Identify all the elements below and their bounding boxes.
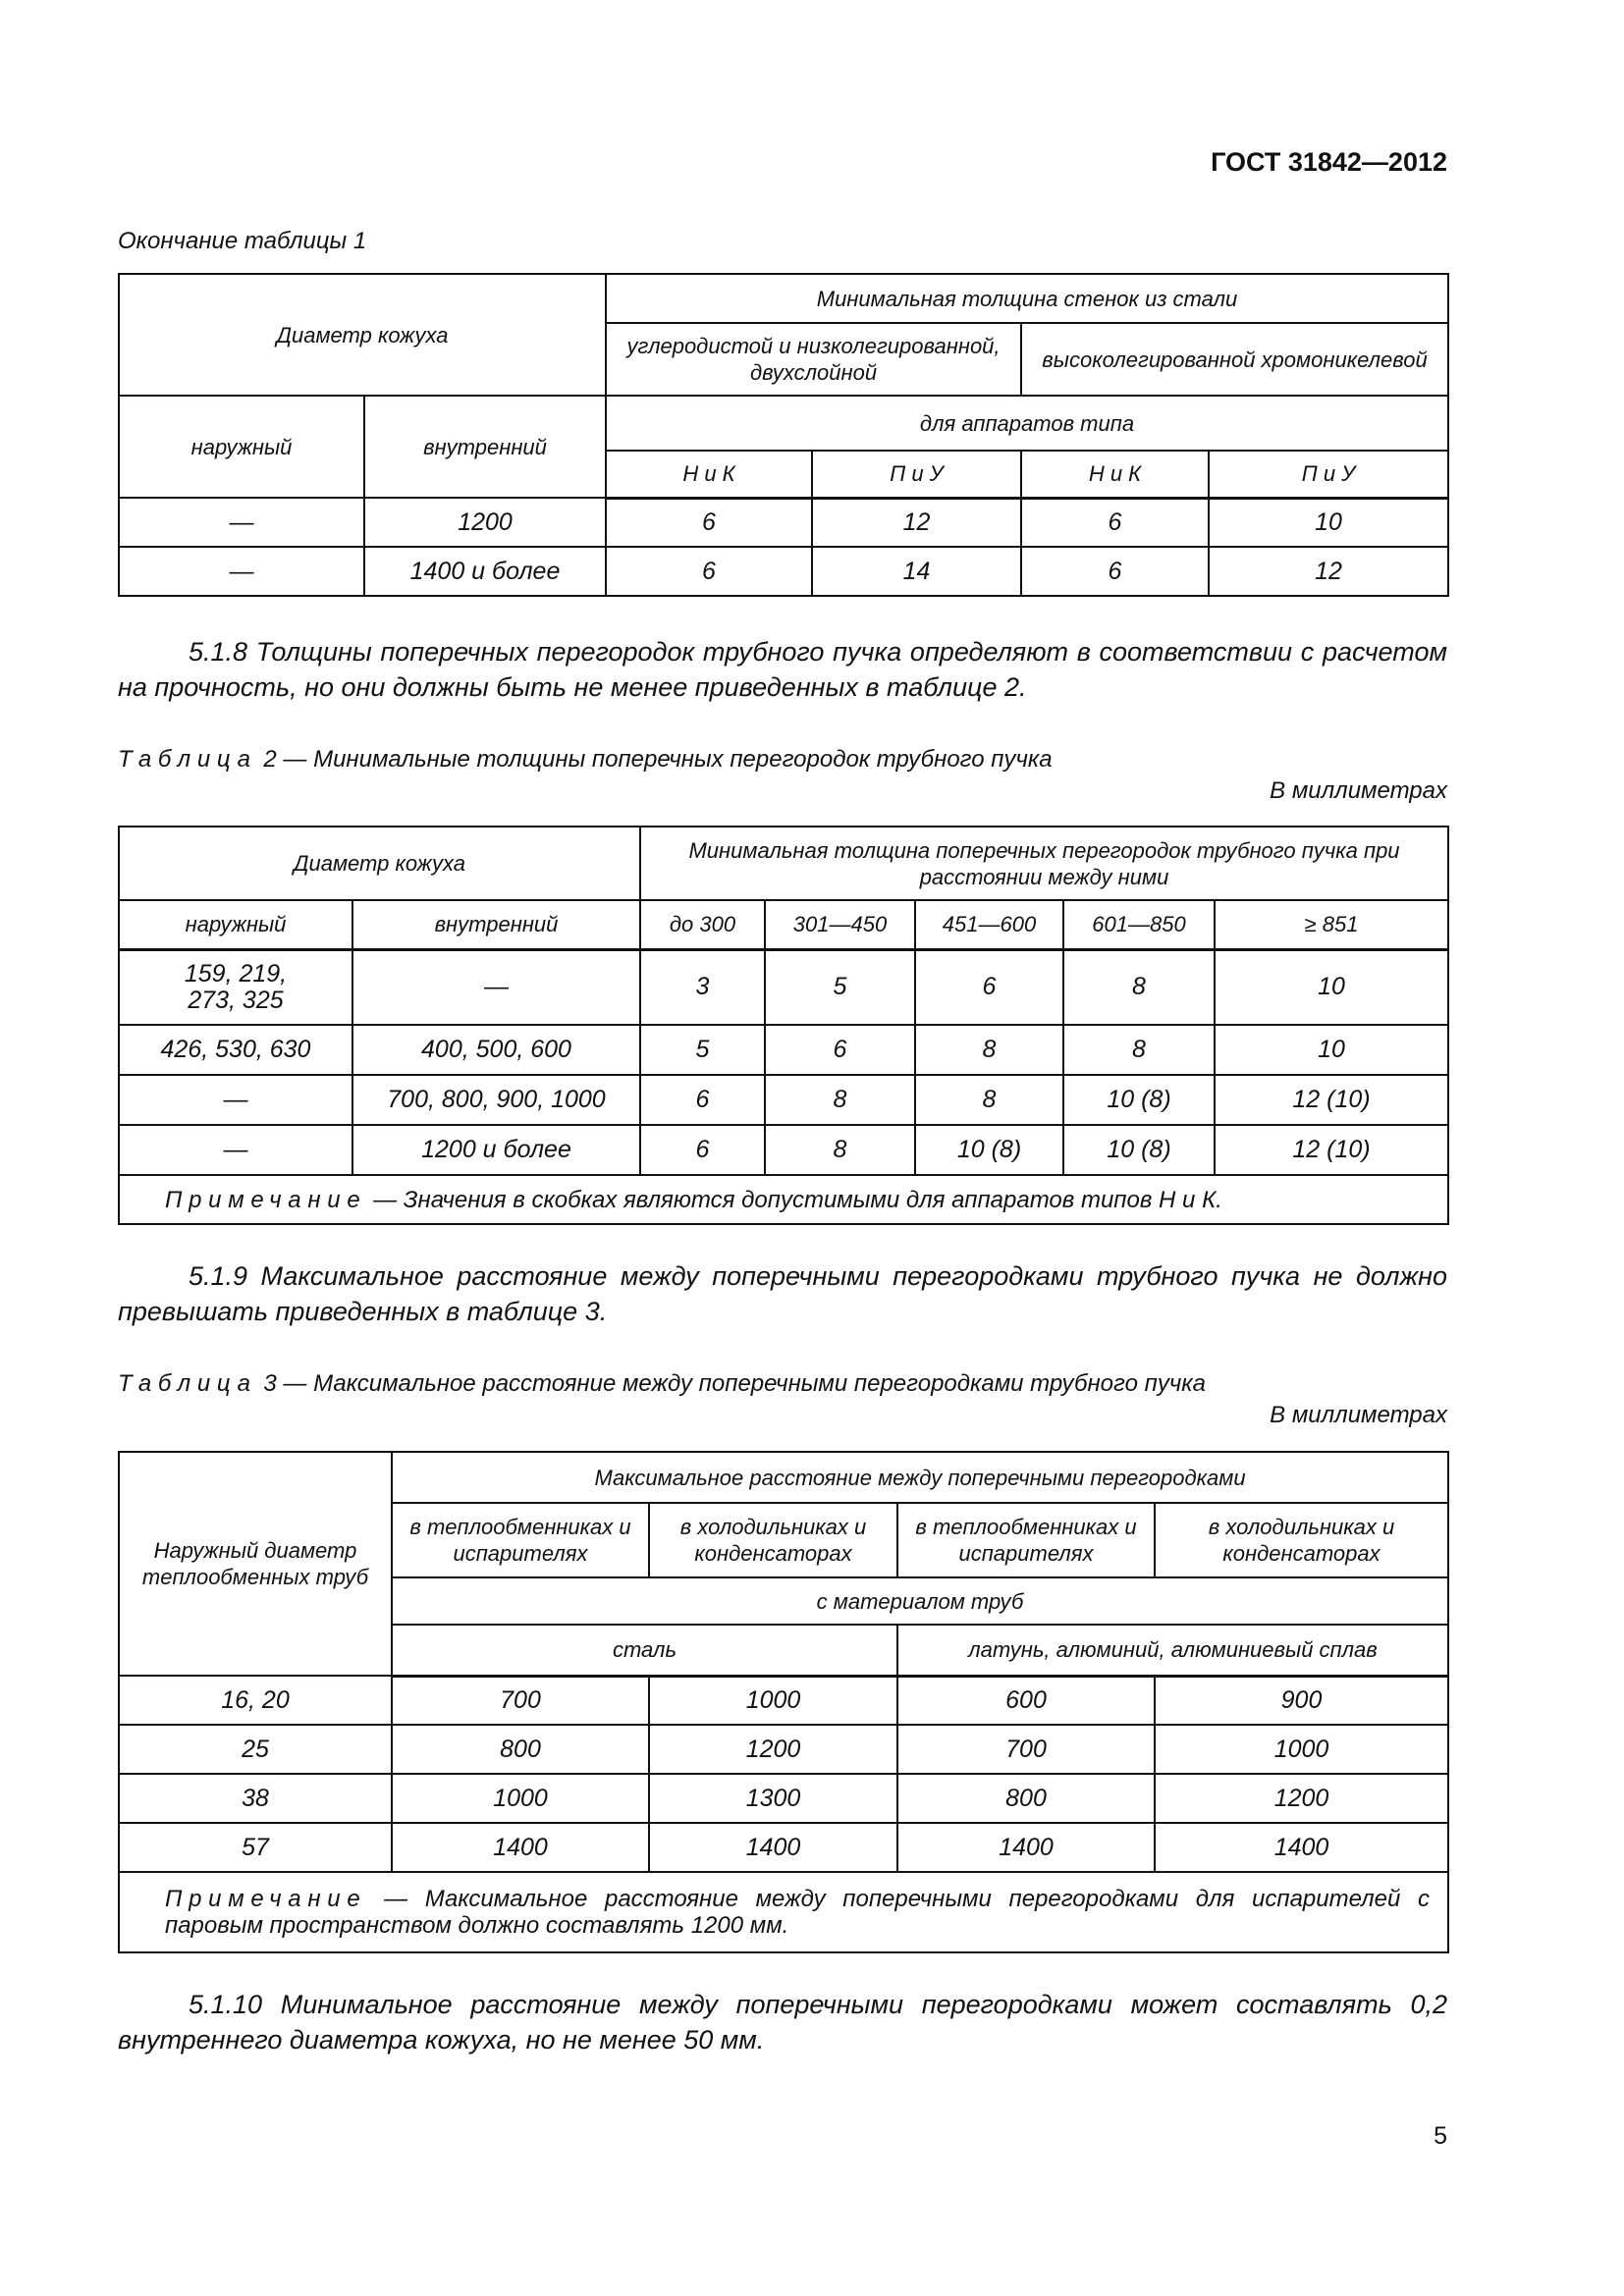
table-cell: 6 xyxy=(765,1025,915,1075)
table-row xyxy=(119,1025,1448,1075)
table-cell: 12 xyxy=(812,498,1021,547)
table2-units: В миллиметрах xyxy=(1270,777,1447,804)
table-row xyxy=(119,949,1448,1025)
table-cell: 8 xyxy=(765,1075,915,1125)
table-cell: 38 xyxy=(119,1774,392,1823)
table3-header-steel: сталь xyxy=(392,1625,897,1676)
table-cell: 1000 xyxy=(392,1774,649,1823)
table2-range-header: ≥ 851 xyxy=(1215,900,1448,949)
table-cell: 700, 800, 900, 1000 xyxy=(352,1075,640,1125)
table1-header-shell-diameter: Диаметр кожуха xyxy=(119,274,606,396)
table2-range-header: 601—850 xyxy=(1063,900,1215,949)
table-cell: 6 xyxy=(915,949,1063,1025)
table2-range-header: 451—600 xyxy=(915,900,1063,949)
table-cell: 1400 xyxy=(1155,1823,1448,1872)
table-cell: 6 xyxy=(640,1125,765,1175)
table-cell: 900 xyxy=(1155,1676,1448,1725)
table-cell: 8 xyxy=(765,1125,915,1175)
table-row xyxy=(119,498,1448,547)
table-cell: 1200 xyxy=(364,498,606,547)
table-cell: 1000 xyxy=(1155,1725,1448,1774)
table-cell: 1400 xyxy=(649,1823,897,1872)
table3-column-header: в теплообменниках и испарителях xyxy=(897,1503,1155,1577)
table3-caption: Таблица 3 — Максимальное расстояние между поперечными перегородками трубного пучка xyxy=(118,1370,1206,1397)
table-cell: 700 xyxy=(392,1676,649,1725)
table3-note: Примечание — Максимальное расстояние между поперечными перегородками для испарителей с паровым пространством должно составлять 1200 мм. xyxy=(119,1872,1448,1952)
table-cell: 10 (8) xyxy=(1063,1075,1215,1125)
table-cell: 1300 xyxy=(649,1774,897,1823)
table-cell: 16, 20 xyxy=(119,1676,392,1725)
table-cell: 10 xyxy=(1215,949,1448,1025)
table-cell: 6 xyxy=(606,547,812,596)
table1-type-header: П и У xyxy=(1209,451,1448,498)
paragraph-5-1-10: 5.1.10 Минимальное расстояние между поперечными перегородками может составлять 0,2 внутреннего диаметра кожуха, но не менее 50 мм. xyxy=(118,1990,1447,2055)
table-cell: — xyxy=(119,547,364,596)
document-standard-number: ГОСТ 31842—2012 xyxy=(1211,147,1447,177)
table-row xyxy=(119,1676,1448,1725)
table-cell: 1400 xyxy=(897,1823,1155,1872)
table-cell: 57 xyxy=(119,1823,392,1872)
table-cell: 600 xyxy=(897,1676,1155,1725)
table-cell: 8 xyxy=(915,1075,1063,1125)
table-cell: 3 xyxy=(640,949,765,1025)
table2-header-min-thickness: Минимальная толщина поперечных перегородок трубного пучка при расстоянии между ними xyxy=(640,827,1448,900)
table2-header-shell-diameter: Диаметр кожуха xyxy=(119,827,640,900)
table3-header-nonferrous: латунь, алюминий, алюминиевый сплав xyxy=(897,1625,1448,1676)
table1-header-min-wall: Минимальная толщина стенок из стали xyxy=(606,274,1448,323)
table3-column-header: в теплообменниках и испарителях xyxy=(392,1503,649,1577)
table-cell: 10 xyxy=(1209,498,1448,547)
table-cell: 6 xyxy=(1021,498,1209,547)
table-cell: 1200 и более xyxy=(352,1125,640,1175)
table-cell: 800 xyxy=(897,1774,1155,1823)
table1 xyxy=(118,273,1449,597)
table-cell: 8 xyxy=(1063,949,1215,1025)
table-cell: 10 xyxy=(1215,1025,1448,1075)
table-cell: 159, 219, 273, 325 xyxy=(119,949,352,1025)
table-cell: 1200 xyxy=(1155,1774,1448,1823)
page-number: 5 xyxy=(1434,2122,1447,2150)
table-cell: 12 (10) xyxy=(1215,1125,1448,1175)
table-cell: 1400 xyxy=(392,1823,649,1872)
table-cell: 800 xyxy=(392,1725,649,1774)
table1-header-inner: внутренний xyxy=(364,396,606,498)
table-cell: 426, 530, 630 xyxy=(119,1025,352,1075)
table-cell: — xyxy=(119,1075,352,1125)
table-cell: 25 xyxy=(119,1725,392,1774)
table1-type-header: П и У xyxy=(812,451,1021,498)
table2-note: Примечание — Значения в скобках являются допустимыми для аппаратов типов Н и К. xyxy=(119,1175,1448,1224)
table-cell: 1200 xyxy=(649,1725,897,1774)
table-cell: 12 (10) xyxy=(1215,1075,1448,1125)
table-row xyxy=(119,1075,1448,1125)
table3-column-header: в холодильниках и конденсаторах xyxy=(1155,1503,1448,1577)
paragraph-5-1-8: 5.1.8 Толщины поперечных перегородок трубного пучка определяют в соответствии с расчетом на прочность, но они должны быть не менее приведенных в таблице 2. xyxy=(118,637,1447,702)
table3-header-with-material: с материалом труб xyxy=(392,1577,1448,1625)
table-row xyxy=(119,547,1448,596)
table-cell: 8 xyxy=(1063,1025,1215,1075)
table-cell: 6 xyxy=(640,1075,765,1125)
table-cell: 1000 xyxy=(649,1676,897,1725)
table1-type-header: Н и К xyxy=(606,451,812,498)
table-row xyxy=(119,1823,1448,1872)
table-cell: — xyxy=(119,498,364,547)
table2-header-inner: внутренний xyxy=(352,900,640,949)
table3-header-outer-tube-diameter: Наружный диаметр теплообменных труб xyxy=(119,1452,392,1676)
table-cell: 6 xyxy=(606,498,812,547)
table-cell: 1400 и более xyxy=(364,547,606,596)
table-cell: 6 xyxy=(1021,547,1209,596)
table-row xyxy=(119,1725,1448,1774)
paragraph-5-1-9: 5.1.9 Максимальное расстояние между поперечными перегородками трубного пучка не должно превышать приведенных в таблице 3. xyxy=(118,1261,1447,1326)
table1-continuation-caption: Окончание таблицы 1 xyxy=(118,228,367,254)
table2-range-header: 301—450 xyxy=(765,900,915,949)
table-cell: 8 xyxy=(915,1025,1063,1075)
table-cell: 5 xyxy=(640,1025,765,1075)
table1-type-header: Н и К xyxy=(1021,451,1209,498)
table3-column-header: в холодильниках и конденсаторах xyxy=(649,1503,897,1577)
table1-header-carbon-steel: углеродистой и низколегированной, двухслойной xyxy=(606,323,1021,396)
table-cell: — xyxy=(119,1125,352,1175)
table-row xyxy=(119,1774,1448,1823)
table2-header-outer: наружный xyxy=(119,900,352,949)
table-cell: — xyxy=(352,949,640,1025)
table3 xyxy=(118,1451,1449,1953)
table2 xyxy=(118,826,1449,1225)
table-cell: 14 xyxy=(812,547,1021,596)
table1-header-for-types: для аппаратов типа xyxy=(606,396,1448,451)
table3-units: В миллиметрах xyxy=(1270,1402,1447,1428)
table-cell: 400, 500, 600 xyxy=(352,1025,640,1075)
table-cell: 700 xyxy=(897,1725,1155,1774)
table-row xyxy=(119,1125,1448,1175)
table1-header-high-alloy-steel: высоколегированной хромоникелевой xyxy=(1021,323,1448,396)
table2-range-header: до 300 xyxy=(640,900,765,949)
table-cell: 5 xyxy=(765,949,915,1025)
table-cell: 10 (8) xyxy=(1063,1125,1215,1175)
table3-header-max-distance: Максимальное расстояние между поперечными перегородками xyxy=(392,1452,1448,1503)
table2-caption: Таблица 2 — Минимальные толщины поперечных перегородок трубного пучка xyxy=(118,746,1053,773)
table-cell: 12 xyxy=(1209,547,1448,596)
table-cell: 10 (8) xyxy=(915,1125,1063,1175)
table1-header-outer: наружный xyxy=(119,396,364,498)
